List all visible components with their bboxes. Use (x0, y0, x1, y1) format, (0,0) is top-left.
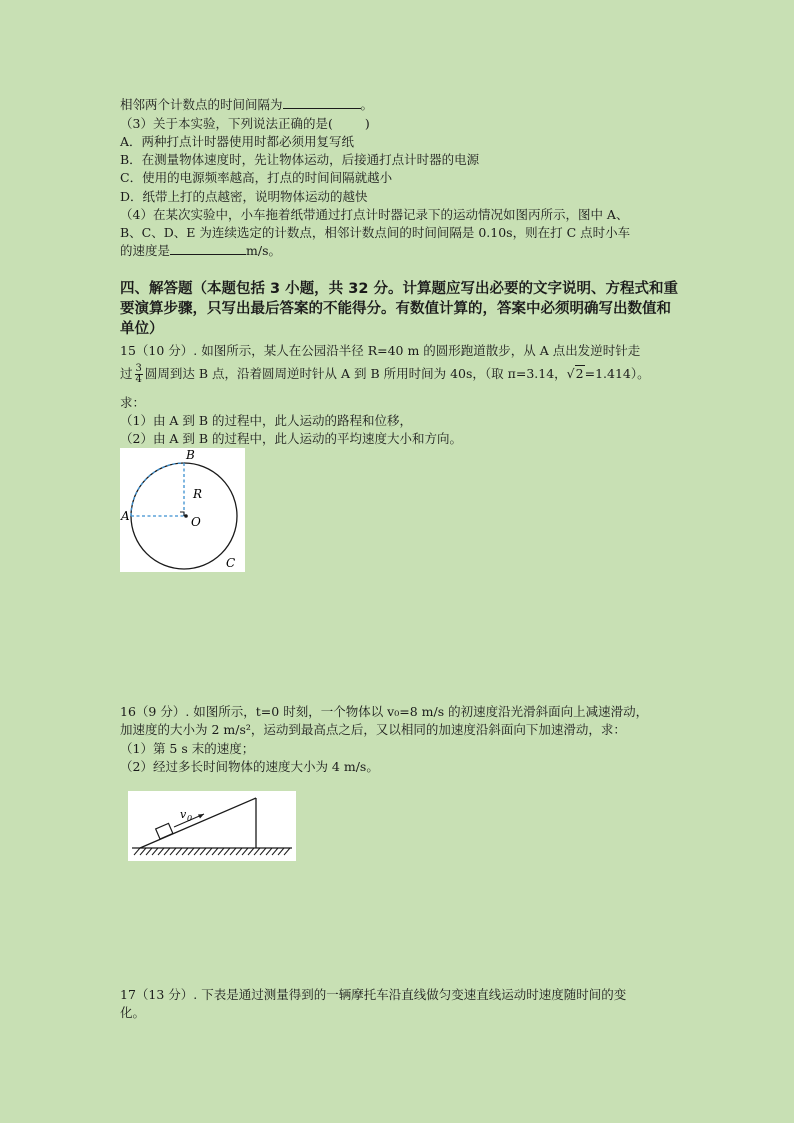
center-dot (184, 514, 188, 518)
option-c: C．使用的电源频率越高，打点的时间间隔就越小 (120, 170, 393, 185)
line-interval-end: 。 (360, 97, 374, 112)
q15-line2-mid: 圆周到达 B 点，沿着圆周逆时针从 A 到 B 所用时间为 40s，（取 π=3.14， (144, 366, 567, 381)
option-a: A．两种打点计时器使用时都必须用复写纸 (120, 134, 355, 149)
q3-stem (120, 115, 370, 133)
circle-figure (120, 448, 245, 572)
q16-line2: 加速度的大小为 2 m/s²，运动到最高点之后，又以相同的加速度沿斜面向下加速滑动，求： (120, 722, 626, 737)
q17-line1: 17（13 分）. 下表是通过测量得到的一辆摩托车沿直线做匀变速直线运动时速度随时间的变 (120, 987, 627, 1002)
circle-diagram (120, 448, 245, 572)
q4-line1: （4）在某次实验中，小车拖着纸带通过打点计时器记录下的运动情况如图丙所示，图中 A、 (120, 207, 629, 222)
path-arc (131, 463, 184, 516)
q15-line2-end: =1.414）。 (584, 366, 650, 381)
label-r: R (193, 487, 203, 501)
q15-line1: 15（10 分）. 如图所示，某人在公园沿半径 R=40 m 的圆形跑道散步，从 A 点出发逆时针走 (120, 343, 641, 358)
q15-sub1: （1）由 A 到 B 的过程中，此人运动的路程和位移， (120, 413, 413, 428)
q15-line3: 求： (120, 395, 146, 410)
q4-line2: B、C、D、E 为连续选定的计数点，相邻计数点间的时间间隔是 0.10s，则在打 C 点时小车 (120, 225, 631, 240)
incline-diagram (128, 791, 296, 861)
arrow-head (198, 814, 204, 819)
label-o: O (191, 515, 201, 529)
label-v0-subscript: 0 (187, 814, 193, 823)
fraction-denominator: 4 (135, 374, 142, 385)
q16-sub2: （2）经过多长时间物体的速度大小为 4 m/s。 (120, 759, 379, 774)
line-interval-text: 相邻两个计数点的时间间隔为 (120, 97, 283, 112)
q15-line2 (120, 362, 650, 386)
sqrt-symbol: √2 (566, 366, 584, 381)
ground-hatching (134, 848, 290, 855)
option-d: D．纸带上打的点越密，说明物体运动的越快 (120, 189, 368, 204)
q3-stem-text: （3）关于本实验，下列说法正确的是( (120, 116, 333, 131)
label-b: B (186, 448, 195, 462)
option-b: B．在测量物体速度时，先让物体运动，后接通打点计时器的电源 (120, 152, 480, 167)
q17-line2: 化。 (120, 1005, 146, 1020)
label-v0: v (180, 808, 187, 821)
line-interval (120, 96, 373, 114)
incline-figure (128, 791, 296, 861)
q4-line3-end: m/s。 (246, 243, 281, 258)
q16-line1: 16（9 分）. 如图所示，t=0 时刻，一个物体以 v₀=8 m/s 的初速度沿光滑斜面向上减速滑动， (120, 704, 649, 719)
answer-blank (170, 242, 246, 255)
fraction-three-quarters (135, 364, 143, 385)
q15-line2-start: 过 (120, 366, 133, 381)
q4-line3 (120, 242, 281, 260)
sqrt-radicand: 2 (575, 366, 584, 381)
answer-blank (283, 96, 361, 109)
label-c: C (226, 556, 236, 570)
block (156, 823, 173, 839)
q3-stem-end: ) (364, 116, 370, 131)
q16-sub1: （1）第 5 s 末的速度； (120, 741, 255, 756)
label-a: A (121, 509, 130, 523)
q4-line3-start: 的速度是 (120, 243, 171, 258)
incline-surface (140, 798, 256, 848)
fraction-numerator: 3 (135, 363, 142, 374)
section4-heading: 四、解答题（本题包括 3 小题，共 32 分。计算题应写出必要的文字说明、方程式和重要演算步骤，只写出最后答案的不能得分。有数值计算的，答案中必须明确写出数值和单位） (120, 281, 678, 337)
q15-sub2: （2）由 A 到 B 的过程中，此人运动的平均速度大小和方向。 (120, 431, 463, 446)
